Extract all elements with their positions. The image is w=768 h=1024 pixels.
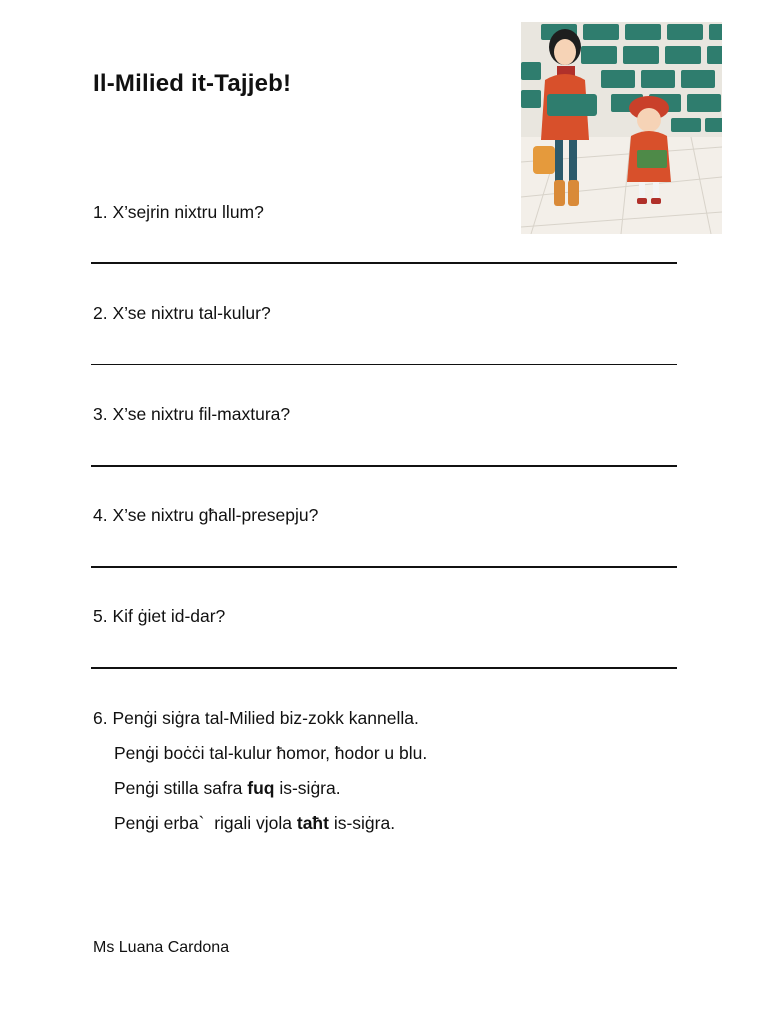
question-4: 4. X’se nixtru għall-presepju?: [93, 505, 319, 525]
author-name: Ms Luana Cardona: [93, 939, 230, 956]
bold-word-fuq: fuq: [247, 778, 275, 798]
line-4-text-start: Penġi erba` rigali vjola: [114, 813, 297, 833]
question-6-line-3: [93, 776, 427, 811]
answer-line-3[interactable]: [91, 465, 677, 467]
question-2: 2. X’se nixtru tal-kulur?: [93, 303, 271, 323]
question-6-line-4: [93, 811, 427, 846]
bold-word-taht: taħt: [296, 813, 329, 833]
question-6-line-1: 6. Penġi siġra tal-Milied biz-zokk kannella.: [93, 708, 419, 728]
line-3-text-start: Penġi stilla safra: [114, 778, 248, 798]
worksheet-title: Il-Milied it-Tajjeb!: [93, 70, 292, 97]
answer-line-1[interactable]: [91, 262, 677, 264]
answer-line-2[interactable]: [91, 364, 677, 365]
mother-and-child-shopping-illustration: [521, 22, 722, 234]
question-6-line-2: Penġi boċċi tal-kulur ħomor, ħodor u blu.: [114, 743, 428, 763]
line-3-text-end: is-siġra.: [274, 778, 341, 798]
answer-line-4[interactable]: [91, 566, 677, 568]
question-6: [93, 706, 427, 846]
question-1: 1. X’sejrin nixtru llum?: [93, 202, 264, 222]
question-3: 3. X’se nixtru fil-maxtura?: [93, 404, 291, 424]
question-5: 5. Kif ġiet id-dar?: [93, 606, 226, 626]
answer-line-5[interactable]: [91, 667, 677, 669]
line-4-text-end: is-siġra.: [328, 813, 396, 833]
